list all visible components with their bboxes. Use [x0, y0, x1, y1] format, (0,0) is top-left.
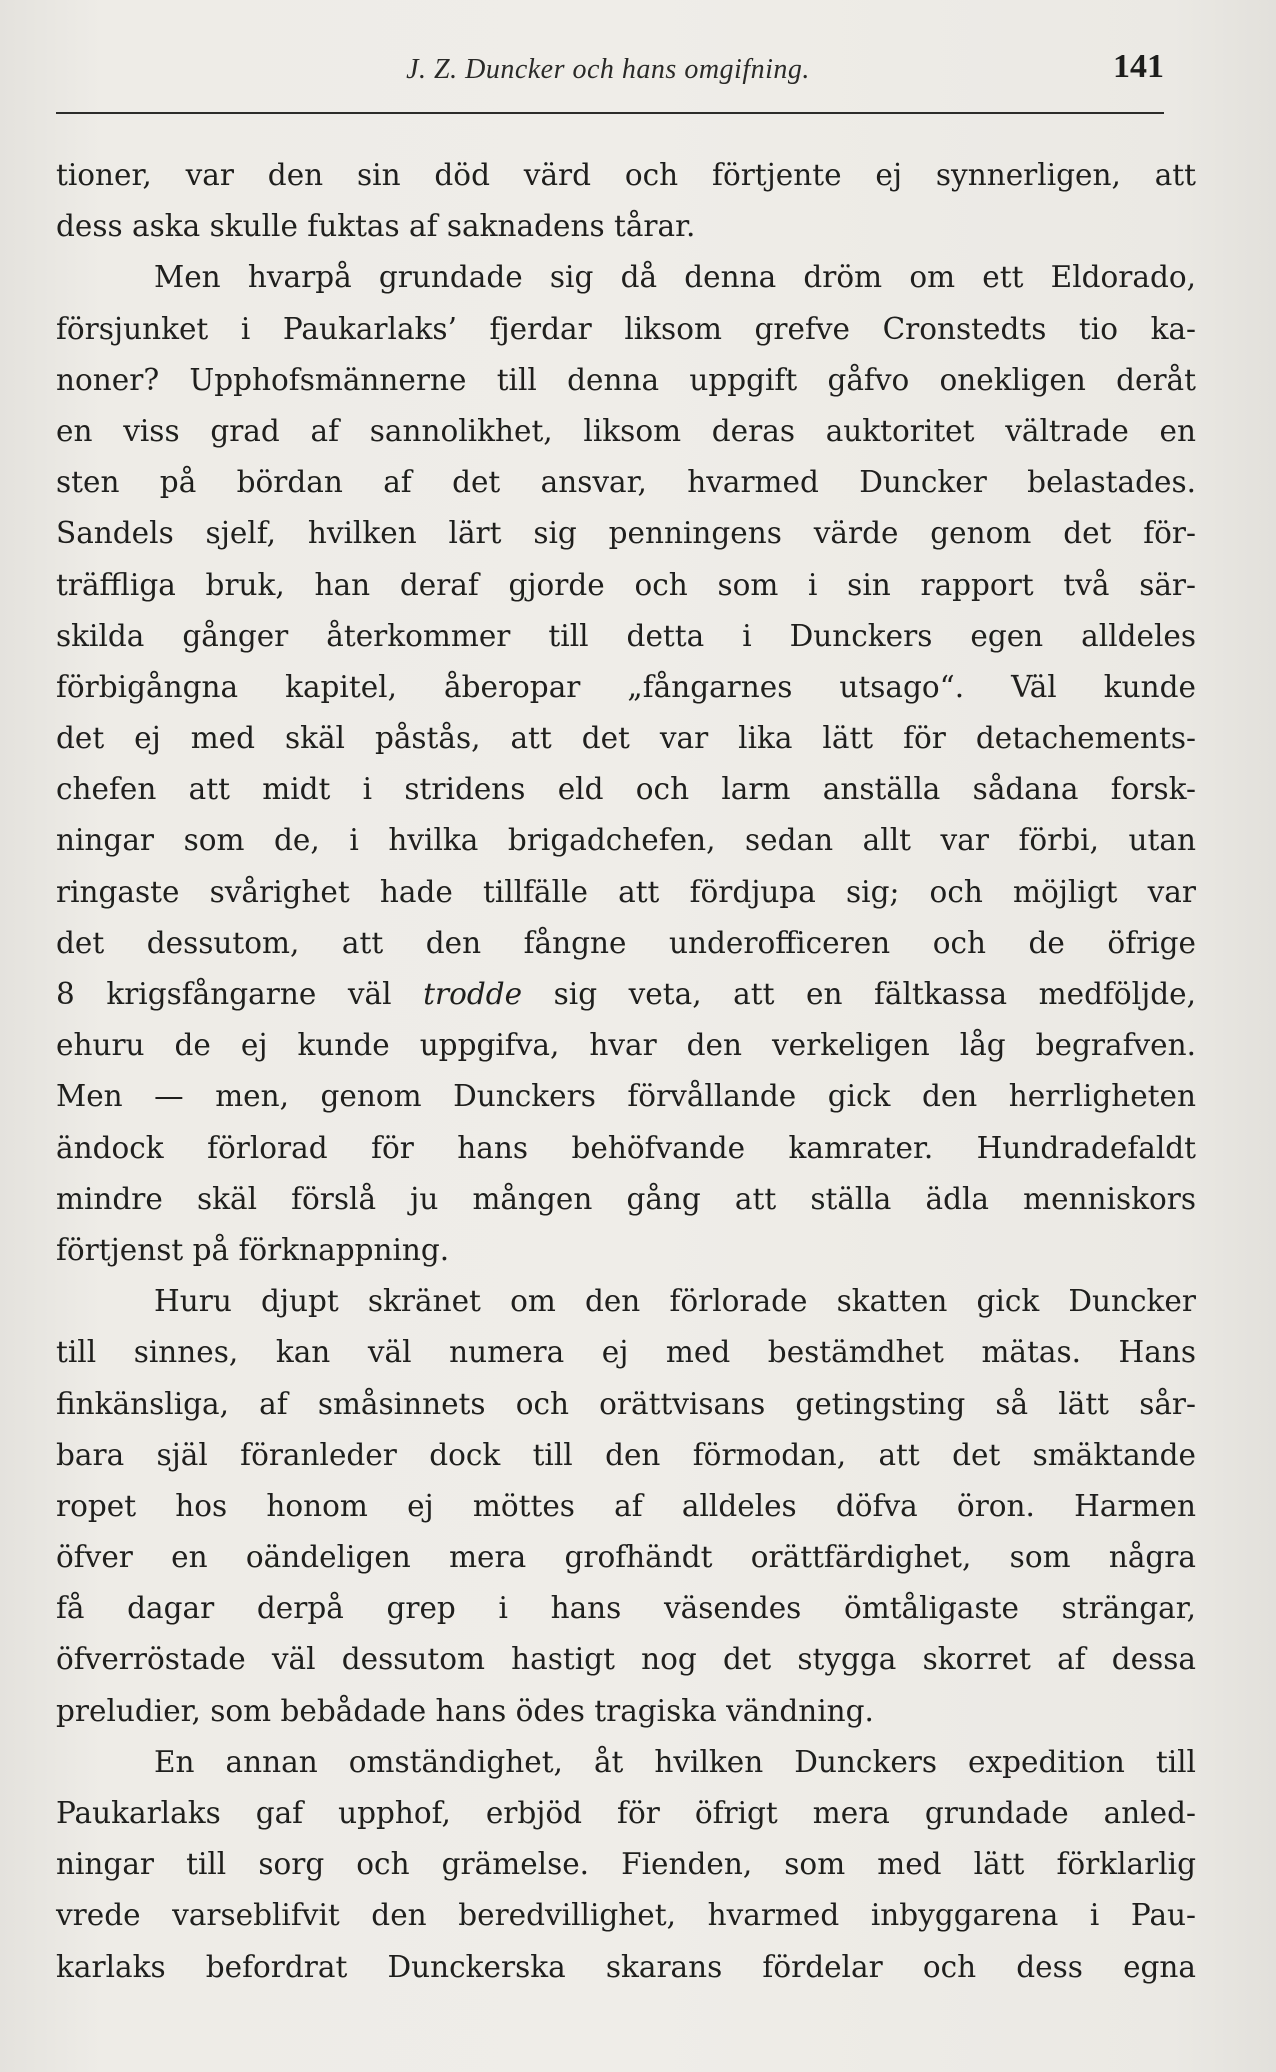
text-line: Huru djupt skränet om den förlorade skatten gick Duncker	[154, 1284, 1196, 1319]
running-title: J. Z. Duncker och hans omgifning.	[406, 54, 810, 85]
text-line: försjunket i Paukarlaks’ fjerdar liksom grefve Cronstedts tio ka-	[56, 311, 1196, 346]
text-line: träffliga bruk, han deraf gjorde och som i sin rapport två sär-	[56, 567, 1196, 602]
text-line: karlaks befordrat Dunckerska skarans fördelar och dess egna	[56, 1949, 1196, 1984]
text-line: få dagar derpå grep i hans väsendes ömtåligaste strängar,	[56, 1591, 1196, 1626]
text-line: bara själ föranleder dock till den förmodan, att det smäktande	[56, 1437, 1196, 1472]
text-line: ändock förlorad för hans behöfvande kamrater. Hundradefaldt	[56, 1130, 1196, 1165]
text-line: ringaste svårighet hade tillfälle att fördjupa sig; och möjligt var	[56, 874, 1196, 909]
text-line: sten på bördan af det ansvar, hvarmed Duncker belastades.	[56, 465, 1196, 500]
text-line: skilda gånger återkommer till detta i Dunckers egen alldeles	[56, 618, 1196, 653]
text-line: Men hvarpå grundade sig då denna dröm om ett Eldorado,	[154, 260, 1196, 295]
text-line: En annan omständighet, åt hvilken Dunckers expedition till	[154, 1744, 1196, 1779]
body-text	[56, 150, 1196, 1993]
text-segment: 8 krigsfångarne väl	[56, 977, 392, 1011]
text-line: ningar till sorg och grämelse. Fienden, som med lätt förklarlig	[56, 1847, 1196, 1882]
text-line: till sinnes, kan väl numera ej med bestämdhet mätas. Hans	[56, 1335, 1196, 1370]
emphasized-word: trodde	[423, 977, 523, 1011]
text-line: noner? Upphofsmännerne till denna uppgift gåfvo onekligen deråt	[56, 362, 1196, 397]
text-line: det ej med skäl påstås, att det var lika lätt för detachements-	[56, 721, 1196, 756]
page-number: 141	[1113, 48, 1164, 85]
text-line: öfver en oändeligen mera grofhändt orättfärdighet, som några	[56, 1540, 1196, 1575]
text-line: Men — men, genom Dunckers förvållande gick den herrligheten	[56, 1079, 1196, 1114]
text-segment: sig veta, att en fältkassa medföljde,	[553, 977, 1196, 1011]
text-line: chefen att midt i stridens eld och larm anställa sådana forsk-	[56, 772, 1196, 807]
text-line: preludier, som bebådade hans ödes tragiska vändning.	[56, 1693, 874, 1728]
text-line: en viss grad af sannolikhet, liksom deras auktoritet vältrade en	[56, 413, 1196, 448]
running-head	[56, 48, 1164, 96]
text-line: vrede varseblifvit den beredvillighet, hvarmed inbyggarena i Pau-	[56, 1898, 1196, 1933]
text-line: dess aska skulle fuktas af saknadens tårar.	[56, 209, 696, 244]
header-rule	[56, 112, 1164, 114]
text-line: förbigångna kapitel, åberopar „fångarnes utsago“. Väl kunde	[56, 669, 1196, 704]
text-line: mindre skäl förslå ju mången gång att ställa ädla menniskors	[56, 1181, 1196, 1216]
text-line: förtjenst på förknappning.	[56, 1232, 450, 1267]
text-line: Paukarlaks gaf upphof, erbjöd för öfrigt mera grundade anled-	[56, 1796, 1196, 1830]
text-line: finkänsliga, af småsinnets och orättvisans getingsting så lätt sår-	[56, 1386, 1196, 1421]
text-line: ehuru de ej kunde uppgifva, hvar den verkeligen låg begrafven.	[56, 1028, 1196, 1063]
text-line: ropet hos honom ej möttes af alldeles döfva öron. Harmen	[56, 1488, 1196, 1523]
text-line: ningar som de, i hvilka brigadchefen, sedan allt var förbi, utan	[56, 823, 1196, 858]
text-line: Sandels sjelf, hvilken lärt sig penningens värde genom det för-	[56, 516, 1196, 551]
text-line: öfverröstade väl dessutom hastigt nog det stygga skorret af dessa	[56, 1642, 1196, 1677]
text-line-with-emphasis	[56, 969, 1196, 1020]
text-line: tioner, var den sin död värd och förtjente ej synnerligen, att	[56, 158, 1196, 192]
text-line: det dessutom, att den fångne underofficeren och de öfrige	[56, 925, 1196, 960]
